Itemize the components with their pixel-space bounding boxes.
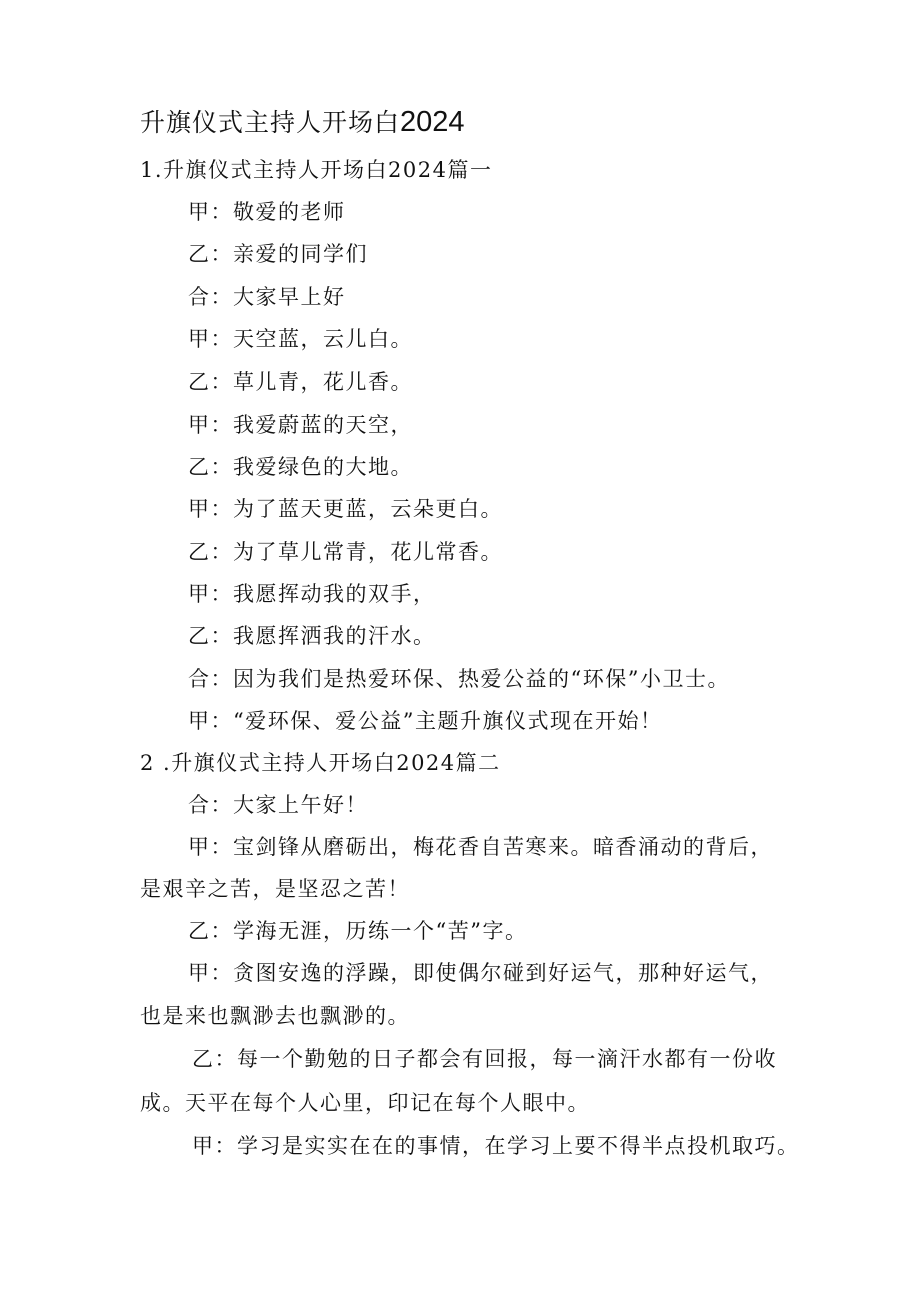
dialogue-line: 乙：为了草儿常青，花儿常香。 — [188, 540, 503, 564]
document-title — [140, 104, 465, 141]
dialogue-line: 甲：天空蓝，云儿白。 — [188, 327, 413, 351]
dialogue-line: 合：因为我们是热爱环保、热爱公益的“环保”小卫士。 — [188, 667, 730, 691]
dialogue-line: 甲：我愿挥动我的双手， — [188, 582, 436, 606]
section-1-heading: 1.升旗仪式主持人开场白2024篇一 — [140, 158, 493, 182]
dialogue-line: 甲：学习是实实在在的事情，在学习上要不得半点投机取巧。 — [192, 1134, 800, 1158]
title-year: 2024 — [400, 106, 465, 138]
dialogue-line: 甲：为了蓝天更蓝，云朵更白。 — [188, 497, 503, 521]
title-text: 升旗仪式主持人开场白 — [140, 108, 401, 137]
dialogue-line: 乙：草儿青，花儿香。 — [188, 370, 413, 394]
dialogue-line: 乙：我爱绿色的大地。 — [188, 455, 413, 479]
dialogue-line: 乙：学海无涯，历练一个“苦”字。 — [188, 919, 528, 943]
dialogue-line: 甲：贪图安逸的浮躁，即使偶尔碰到好运气，那种好运气， — [188, 961, 773, 985]
dialogue-line: 乙：每一个勤勉的日子都会有回报，每一滴汗水都有一份收 — [192, 1047, 777, 1071]
dialogue-line: 甲：宝剑锋从磨砺出，梅花香自苦寒来。暗香涌动的背后， — [188, 835, 773, 859]
dialogue-line: 甲：“爱环保、爱公益”主题升旗仪式现在开始！ — [188, 709, 663, 733]
dialogue-line-continuation: 也是来也飘渺去也飘渺的。 — [140, 1004, 410, 1028]
dialogue-line: 乙：我愿挥洒我的汗水。 — [188, 624, 436, 648]
dialogue-line: 甲：我爱蔚蓝的天空， — [188, 413, 413, 437]
dialogue-line: 甲：敬爱的老师 — [188, 200, 346, 224]
dialogue-line: 合：大家早上好 — [188, 285, 346, 309]
section-2-heading: 2 .升旗仪式主持人开场白2024篇二 — [140, 751, 501, 775]
dialogue-line-continuation: 成。天平在每个人心里，印记在每个人眼中。 — [140, 1091, 590, 1115]
dialogue-line-continuation: 是艰辛之苦，是坚忍之苦！ — [140, 877, 410, 901]
dialogue-line: 合：大家上午好！ — [188, 793, 368, 817]
dialogue-line: 乙：亲爱的同学们 — [188, 242, 368, 266]
